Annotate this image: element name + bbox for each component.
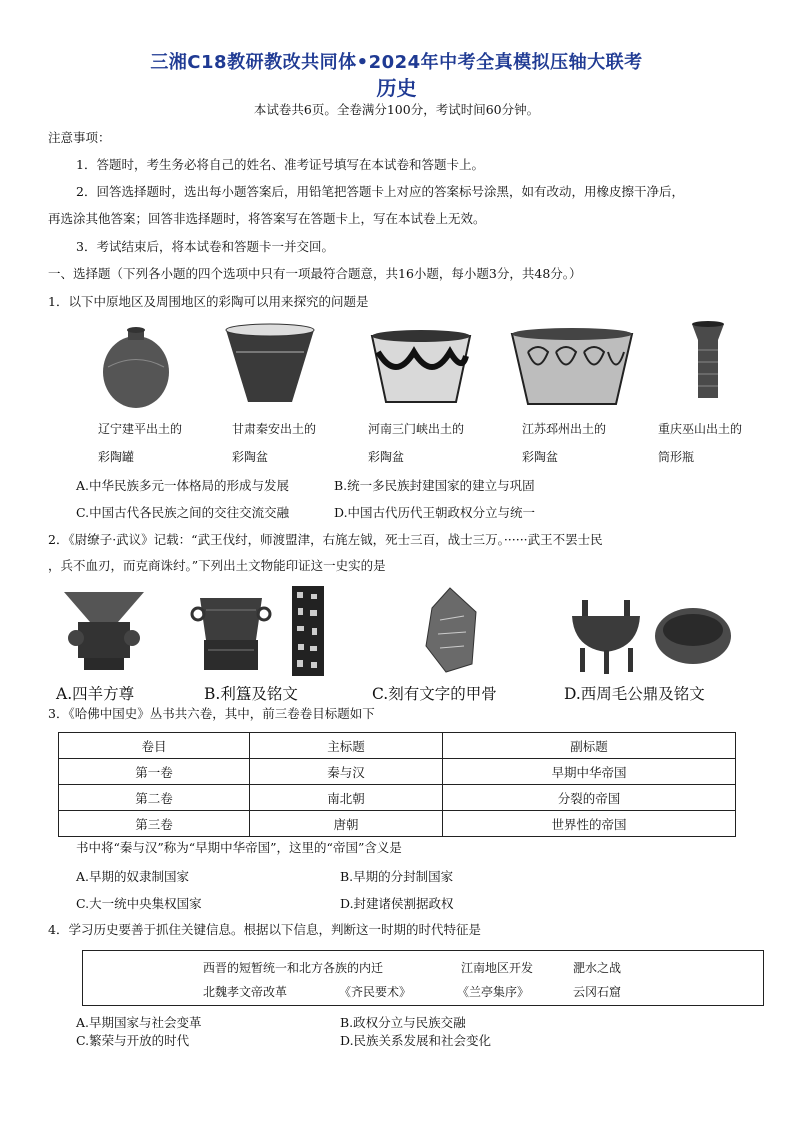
table-cell: 第三卷 xyxy=(59,811,250,837)
q1-option-d[interactable]: D.中国古代历代王朝政权分立与统一 xyxy=(334,505,536,520)
q1-option-a[interactable]: A.中华民族多元一体格局的形成与发展 xyxy=(76,478,290,493)
q2-option-a[interactable]: A.四羊方尊 xyxy=(56,685,135,703)
table-row xyxy=(59,811,736,837)
exam-title: 三湘C18教研教改共同体•2024年中考全真模拟压轴大联考 xyxy=(150,52,643,73)
pottery-jar-icon xyxy=(98,322,174,410)
table-header: 副标题 xyxy=(443,733,736,759)
bowl-inscription-icon xyxy=(652,606,734,668)
q3-option-a[interactable]: A.早期的奴隶制国家 xyxy=(76,869,190,884)
q1-caption-3-line1: 河南三门峡出土的 xyxy=(368,422,465,436)
q4-option-b[interactable]: B.政权分立与民族交融 xyxy=(340,1015,466,1030)
q3-stem: 3．《哈佛中国史》丛书共六卷，其中，前三卷卷目标题如下 xyxy=(48,706,375,721)
pottery-basin-icon xyxy=(508,322,636,410)
info-item: 北魏孝文帝改革 xyxy=(203,985,288,999)
q4-option-d[interactable]: D.民族关系发展和社会变化 xyxy=(340,1033,492,1048)
li-gui-icon xyxy=(190,590,272,674)
q3-followup: 书中将“秦与汉”称为“早期中华帝国”，这里的“帝国”含义是 xyxy=(76,840,402,855)
q1-option-c[interactable]: C.中国古代各民族之间的交往交流交融 xyxy=(76,505,290,520)
q3-option-c[interactable]: C.大一统中央集权国家 xyxy=(76,896,202,911)
info-item: 西晋的短暂统一和北方各族的内迁 xyxy=(203,961,384,975)
q4-info-box xyxy=(82,950,764,1006)
info-item: 《齐民要术》 xyxy=(339,985,412,999)
exam-info: 本试卷共6页。全卷满分100分，考试时间60分钟。 xyxy=(253,102,540,117)
q4-option-a[interactable]: A.早期国家与社会变革 xyxy=(76,1015,202,1030)
q4-option-c[interactable]: C.繁荣与开放的时代 xyxy=(76,1033,190,1048)
pottery-basin-icon xyxy=(366,322,476,410)
inscription-rubbing-icon xyxy=(292,586,324,676)
q1-caption-1-line2: 彩陶罐 xyxy=(98,450,135,464)
table-header-row xyxy=(59,733,736,759)
q2-option-d[interactable]: D.西周毛公鼎及铭文 xyxy=(564,685,705,703)
q1-option-b[interactable]: B.统一多民族封建国家的建立与巩固 xyxy=(334,478,535,493)
notice-item-1: 1．答题时，考生务必将自己的姓名、准考证号填写在本试卷和答题卡上。 xyxy=(76,157,484,172)
volume-table xyxy=(58,732,736,837)
notice-item-2-cont: 再选涂其他答案；回答非选择题时，将答案写在答题卡上，写在本试卷上无效。 xyxy=(48,211,486,226)
q2-option-c[interactable]: C.刻有文字的甲骨 xyxy=(372,685,497,703)
pottery-basin-icon xyxy=(222,322,318,410)
mao-gong-ding-icon xyxy=(568,598,644,676)
q3-option-b[interactable]: B.早期的分封制国家 xyxy=(340,869,454,884)
q1-stem: 1．以下中原地区及周围地区的彩陶可以用来探究的问题是 xyxy=(48,294,369,309)
subject-title: 历史 xyxy=(376,76,417,100)
q1-caption-4-line2: 彩陶盆 xyxy=(522,450,559,464)
table-row xyxy=(59,785,736,811)
q3-option-d[interactable]: D.封建诸侯割据政权 xyxy=(340,896,454,911)
section-heading: 一、选择题（下列各小题的四个选项中只有一项最符合题意，共16小题，每小题3分，共48分。） xyxy=(48,266,582,281)
info-item: 云冈石窟 xyxy=(573,985,622,999)
table-cell: 唐朝 xyxy=(250,811,443,837)
table-cell: 秦与汉 xyxy=(250,759,443,785)
q1-caption-2-line2: 彩陶盆 xyxy=(232,450,269,464)
q2-option-b[interactable]: B.利簋及铭文 xyxy=(204,685,298,703)
cylinder-bottle-icon xyxy=(686,320,730,410)
table-cell: 分裂的帝国 xyxy=(443,785,736,811)
q1-caption-2-line1: 甘肃秦安出土的 xyxy=(232,422,317,436)
q2-stem-line2: ，兵不血刃，而克商诛纣。”下列出土文物能印证这一史实的是 xyxy=(48,558,386,573)
notice-heading: 注意事项： xyxy=(48,130,111,145)
table-row xyxy=(59,759,736,785)
notice-item-2: 2．回答选择题时，选出每小题答案后，用铅笔把答题卡上对应的答案标号涂黑，如有改动，用橡皮擦干净后， xyxy=(76,184,684,199)
info-item: 《兰亭集序》 xyxy=(457,985,530,999)
table-cell: 早期中华帝国 xyxy=(443,759,736,785)
table-cell: 世界性的帝国 xyxy=(443,811,736,837)
oracle-bone-icon xyxy=(420,586,482,674)
table-header: 主标题 xyxy=(250,733,443,759)
table-cell: 南北朝 xyxy=(250,785,443,811)
table-header: 卷目 xyxy=(59,733,250,759)
info-item: 淝水之战 xyxy=(573,961,622,975)
q4-stem: 4．学习历史要善于抓住关键信息。根据以下信息，判断这一时期的时代特征是 xyxy=(48,922,481,937)
q1-caption-1-line1: 辽宁建平出土的 xyxy=(98,422,183,436)
q2-stem-line1: 2．《尉缭子·武议》记载：“武王伐纣，师渡盟津，右旄左钺，死士三百，战士三万。······武王不罢士民 xyxy=(48,532,603,547)
table-cell: 第二卷 xyxy=(59,785,250,811)
q1-caption-5-line2: 筒形瓶 xyxy=(658,450,695,464)
notice-item-3: 3．考试结束后，将本试卷和答题卡一并交回。 xyxy=(76,239,334,254)
q1-caption-4-line1: 江苏邳州出土的 xyxy=(522,422,607,436)
table-cell: 第一卷 xyxy=(59,759,250,785)
q1-caption-5-line1: 重庆巫山出土的 xyxy=(658,422,743,436)
info-item: 江南地区开发 xyxy=(461,961,534,975)
four-ram-square-zun-icon xyxy=(56,588,152,674)
q1-caption-3-line2: 彩陶盆 xyxy=(368,450,405,464)
